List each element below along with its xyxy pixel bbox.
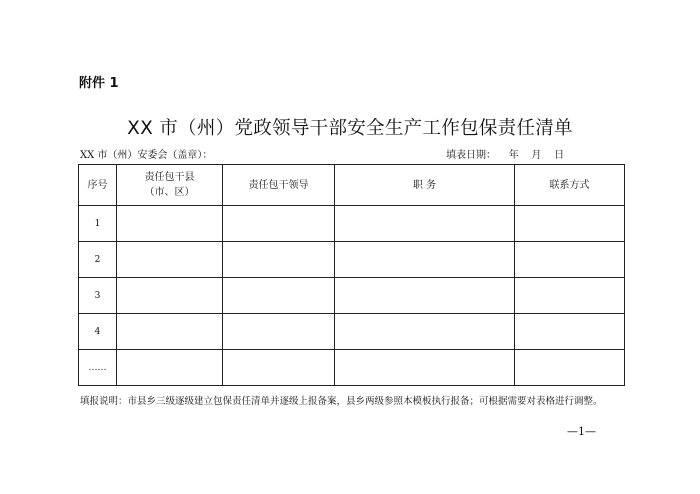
unit-seal-label: XX 市（州）安委会（盖章）： [80, 150, 213, 161]
leader-cell[interactable] [223, 314, 335, 350]
contact-cell[interactable] [515, 278, 625, 314]
header-leader: 责任包干领导 [223, 165, 335, 206]
leader-cell[interactable] [223, 278, 335, 314]
row-seq: …… [79, 350, 117, 386]
contact-cell[interactable] [515, 206, 625, 242]
responsibility-table [78, 164, 625, 386]
contact-cell[interactable] [515, 242, 625, 278]
row-seq: 1 [79, 206, 117, 242]
header-position: 职 务 [335, 165, 515, 206]
table-header-row [79, 165, 625, 206]
header-county-line2: （市、区） [144, 187, 195, 198]
row-seq: 4 [79, 314, 117, 350]
county-cell[interactable] [117, 206, 223, 242]
header-seq: 序号 [79, 165, 117, 206]
page-number: —1— [567, 425, 596, 438]
table-row [79, 242, 625, 278]
county-cell[interactable] [117, 350, 223, 386]
position-cell[interactable] [335, 350, 515, 386]
table-row [79, 206, 625, 242]
position-cell[interactable] [335, 242, 515, 278]
leader-cell[interactable] [223, 242, 335, 278]
table-row [79, 350, 625, 386]
document-title: XX 市（州）党政领导干部安全生产工作包保责任清单 [127, 118, 573, 139]
header-county-line1: 责任包干县 [144, 172, 195, 183]
leader-cell[interactable] [223, 350, 335, 386]
table-row [79, 278, 625, 314]
position-cell[interactable] [335, 278, 515, 314]
position-cell[interactable] [335, 206, 515, 242]
position-cell[interactable] [335, 314, 515, 350]
fill-date-label: 填表日期： 年 月 日 [446, 150, 565, 161]
row-seq: 2 [79, 242, 117, 278]
leader-cell[interactable] [223, 206, 335, 242]
county-cell[interactable] [117, 242, 223, 278]
row-seq: 3 [79, 278, 117, 314]
county-cell[interactable] [117, 278, 223, 314]
contact-cell[interactable] [515, 314, 625, 350]
filling-instructions: 填报说明：市县乡三级逐级建立包保责任清单并逐级上报备案，县乡两级参照本模板执行报备；可根据需要对表格进行调整。 [80, 396, 603, 407]
table-row [79, 314, 625, 350]
county-cell[interactable] [117, 314, 223, 350]
header-contact: 联系方式 [515, 165, 625, 206]
attachment-label: 附件 1 [79, 76, 119, 91]
header-county [117, 165, 223, 206]
contact-cell[interactable] [515, 350, 625, 386]
